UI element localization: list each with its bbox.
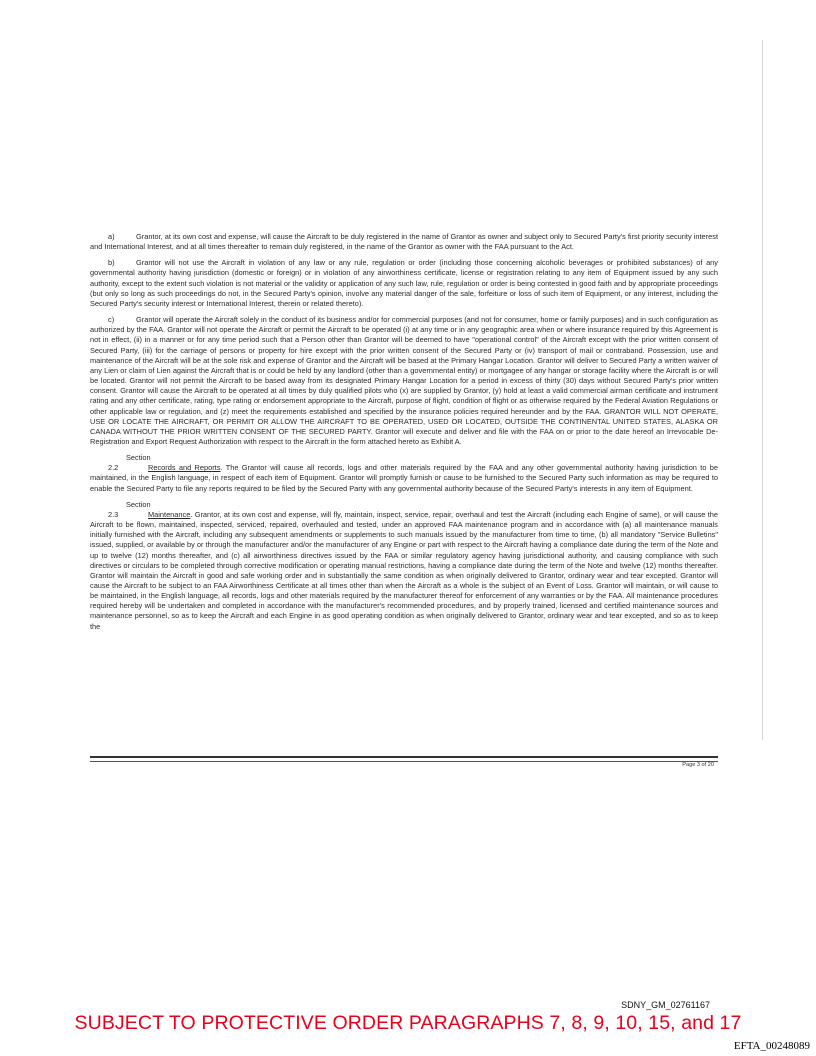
page-number: Page 3 of 20 <box>682 762 714 768</box>
section-2-2 <box>90 453 718 494</box>
paragraph-c <box>90 315 718 447</box>
footer-rule <box>90 756 718 758</box>
paragraph-text: Grantor, at its own cost and expense, will cause the Aircraft to be duly registered in the name of Grantor as owner and subject only to Secured Party's first priority security interest and International Interest, and at all times thereafter to remain duly registered, in the name of the Grantor as owner with the FAA pursuant to the Act. <box>90 232 718 252</box>
paragraph-b <box>90 258 718 309</box>
paragraph-text: Grantor will operate the Aircraft solely in the conduct of its business and/or for commercial purposes (and not for consumer, home or family purposes) and in such configuration as authorized by the FAA. Grantor will not operate the Aircraft or permit the Aircraft to be operated (i) at any time or in any geographic area when or where insurance required by this Agreement is not in effect, (ii) in a manner or for any time period such that a Person other than Grantor will be deemed to have "operational control" of the Aircraft except with the prior written consent of Secured Party, (iii) for the carriage of persons or property for hire except with the prior written consent of the Secured Party or (iv) transport of mail or contraband. Possession, use and maintenance of the Aircraft will be at the sole risk and expense of Grantor and the Aircraft will be based at the Primary Hangar Location. Grantor will deliver to Secured Party a written waiver of any Lien or claim of Lien against the Aircraft that is or could be held by any landlord (other than a governmental entity) or mortgagee of any hangar or storage facility where the Aircraft is or will be located. Grantor will not permit the Aircraft to be based away from its designated Primary Hangar Location for a period in excess of thirty (30) days without Secured Party's prior written consent. Grantor will cause the Aircraft to be operated at all times by duly qualified pilots who (x) are supplied by Grantor, (y) hold at least a valid commercial airman certificate and instrument rating and any other certificate, rating, type rating or endorsement appropriate to the Aircraft, purpose of flight, condition of flight or as otherwise required by the Federal Aviation Regulations or other applicable law or regulation, and (z) meet the requirements established and specified by the insurance policies required hereunder and by the FAA. GRANTOR WILL NOT OPERATE, USE OR LOCATE THE AIRCRAFT, OR PERMIT OR ALLOW THE AIRCRAFT TO BE OPERATED, USED OR LOCATED, OUTSIDE THE CONTINENTAL UNITED STATES, ALASKA OR CANADA WITHOUT THE PRIOR WRITTEN CONSENT OF THE SECURED PARTY. Grantor will execute and deliver and file with the FAA on or prior to the date hereof an Irrevocable De-Registration and Export Request Authorization with respect to the Aircraft in the form attached hereto as Exhibit A. <box>90 315 718 446</box>
section-heading: Maintenance <box>148 509 191 519</box>
document-body <box>90 232 718 638</box>
paragraph-a <box>90 232 718 252</box>
section-text: . The Grantor will cause all records, logs and other materials required by the FAA and any other governmental authority having jurisdiction to be maintained, in the English language, in respect of each item of Equipment. Grantor will promptly furnish or cause to be furnished to the Secured Party such information as may be required to enable the Secured Party to file any reports required to be filed by the Secured Party with any governmental authority because of the Secured Party's interests in any item of Equipment. <box>90 463 719 493</box>
scan-edge-line <box>762 40 763 740</box>
paragraph-marker: b) <box>108 258 115 268</box>
paragraph-marker: c) <box>108 315 115 325</box>
protective-order-notice: SUBJECT TO PROTECTIVE ORDER PARAGRAPHS 7, 8, 9, 10, 15, and 17 <box>74 1012 742 1034</box>
section-number: Section 2.3 <box>108 499 151 519</box>
section-text: . Grantor, at its own cost and expense, will fly, maintain, inspect, service, repair, overhaul and test the Aircraft (including each Engine of same), or will cause the Aircraft to be flown, maintained, inspected, serviced, repaired, overhauled and tested, under an approved FAA maintenance program and in accordance with (a) all maintenance manuals initially furnished with the Aircraft, including any subsequent amendments or supplements to such manuals issued by the manufacturer from time to time, (b) all mandatory "Service Bulletins" issued, supplied, or available by or through the manufacturer and/or the manufacturer of any Engine or part with respect to the Aircraft having a compliance date during the term of the Note and up to twelve (12) months thereafter, and (c) all airworthiness directives issued by the FAA or similar regulatory agency having jurisdictional authority, and causing compliance with such directives or circulars to be completed through corrective modification or operating manual restrictions, having a compliance date during the term of the Note and twelve (12) months thereafter. Grantor will maintain the Aircraft in good and safe working order and in substantially the same condition as when originally delivered to Grantor, ordinary wear and tear excepted. Grantor will cause the Aircraft to be subject to an FAA Airworthiness Certificate at all times other than when the Aircraft as a whole is the subject of an Event of Loss. Grantor will maintain, or will cause to be maintained, in the English language, all records, logs and other materials required by the manufacturer thereof for enforcement of any warranties or by the FAA. All maintenance procedures required hereby will be undertaken and completed in accordance with the manufacturer's recommended procedures, and by properly trained, licensed and certified maintenance sources and maintenance personnel, so as to keep the Aircraft and each Engine in as good operating condition as when originally delivered to Grantor, ordinary wear and tear excepted, and so as to keep the <box>90 509 718 631</box>
section-heading: Records and Reports <box>148 463 221 473</box>
bates-number: SDNY_GM_02761167 <box>621 1000 710 1010</box>
section-2-3 <box>90 500 718 632</box>
paragraph-text: Grantor will not use the Aircraft in violation of any law or any rule, regulation or order (including those concerning alcoholic beverages or prohibited substances) of any governmental authority having jurisdiction (domestic or foreign) or in violation of any airworthiness certificate, license or registration relating to any item of Equipment issued by any such authority, except to the extent such violation is not material or the validity or application of any such law, rule, regulation or order is being contested in good faith and by appropriate proceedings (but only so long as such proceedings do not, in the Secured Party's opinion, involve any material danger of the sale, forfeiture or loss of such item of Equipment, or any interest, including the Secured Party's security interest or International Interest, therein or related thereto). <box>90 258 718 308</box>
efta-number: EFTA_00248089 <box>733 1040 810 1052</box>
section-number: Section 2.2 <box>108 453 151 473</box>
paragraph-marker: a) <box>108 232 115 241</box>
